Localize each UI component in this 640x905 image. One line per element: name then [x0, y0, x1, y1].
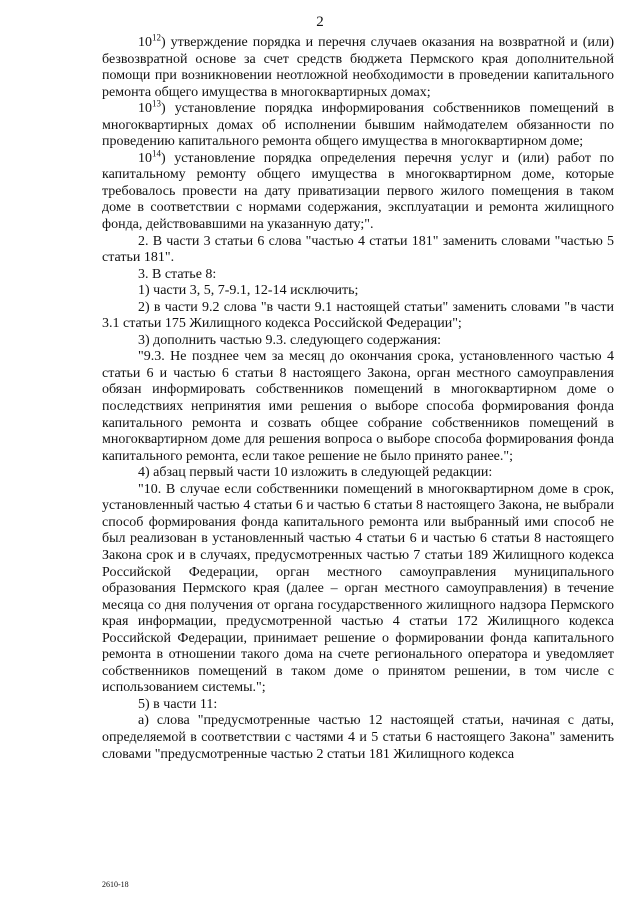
paragraph-10-13	[102, 98, 614, 151]
paragraph-10-14	[102, 148, 614, 234]
paragraph-item-3-5-a: а) слова "предусмотренные частью 12 настоящей статьи, начиная с даты, определяемой в соответствии с частями 4 и 5 статьи 6 настоящего Закона" заменить словами "предусмотренные частью 2 статьи 181 Жилищного кодекса	[102, 713, 614, 762]
item-superscript: 14	[152, 148, 161, 159]
paragraph-part-10: "10. В случае если собственники помещений в многоквартирном доме в срок, установленный частью 4 статьи 6 и частью 6 статьи 8 настоящего Закона, не выбрали способ формирования фонда капитального ремонта или выбранный ими способ не был реализован в установленный частью 4 статьи 6 и частью 6 статьи 8 настоящего Закона срок и в случаях, предусмотренных частью 7 статьи 189 Жилищного кодекса Российской Федерации, орган местного самоуправления муниципального образования Пермского края (далее – орган местного самоуправления) в течение месяца со дня получения от органа государственного жилищного надзора Пермского края информации, предусмотренной частью 4 статьи 172 Жилищного кодекса Российской Федерации, принимает решение о формировании фонда капитального ремонта в отношении такого дома на счете регионального оператора и уведомляет собственников помещений в таком доме о принятом решении, в том числе с использованием системы.";	[102, 481, 614, 696]
paragraph-part-9-3: "9.3. Не позднее чем за месяц до окончания срока, установленного частью 4 статьи 6 и частью 6 статьи 8 настоящего Закона, орган местного самоуправления обязан информировать собственников помещений в многоквартирном доме о последствиях непринятия ими решения о выборе способа формирования фонда капитального ремонта и созвать общее собрание собственников помещений в многоквартирном доме для решения вопроса о выборе способа формирования фонда капитального ремонта, если такое решение не было принято ранее.";	[102, 349, 614, 464]
paragraph-text: ) утверждение порядка и перечня случаев оказания на возвратной и (или) безвозвратной основе за счет средств бюджета Пермского края дополнительной помощи при возникновении неотложной необходимости в проведении капитального ремонта общего имущества в многоквартирных домах;	[102, 35, 614, 100]
item-number: 10	[138, 101, 152, 117]
paragraph-item-3-2: 2) в части 9.2 слова "в части 9.1 настоящей статьи" заменить словами "в части 3.1 статьи 175 Жилищного кодекса Российской Федерации";	[102, 299, 614, 332]
paragraph-item-3-5: 5) в части 11:	[138, 696, 218, 712]
item-superscript: 12	[152, 32, 161, 43]
page-number: 2	[316, 14, 324, 30]
item-number: 10	[138, 150, 152, 166]
item-number: 10	[138, 35, 152, 50]
paragraph-10-12	[102, 32, 614, 101]
document-code: 2610-18	[102, 880, 129, 889]
paragraph-item-3: 3. В статье 8:	[138, 266, 217, 282]
paragraph-text: ) установление порядка информирования собственников помещений в многоквартирных домах об исполнении бывшим наймодателем обязанности по проведению капитального ремонта общего имущества в многоквартирном доме;	[102, 101, 614, 150]
paragraph-item-3-4: 4) абзац первый части 10 изложить в следующей редакции:	[138, 465, 493, 481]
paragraph-item-3-1: 1) части 3, 5, 7-9.1, 12-14 исключить;	[138, 283, 359, 299]
paragraph-text: ) установление порядка определения перечня услуг и (или) работ по капитальному ремонту общего имущества в многоквартирном доме, которые требовалось провести на дату приватизации первого жилого помещения в таком доме в соответствии с нормами содержания, эксплуатации и ремонта жилищного фонда, действовавшими на указанную дату;".	[102, 150, 614, 233]
paragraph-item-2: 2. В части 3 статьи 6 слова "частью 4 статьи 181" заменить словами "частью 5 статьи 181".	[102, 233, 614, 266]
paragraph-item-3-3: 3) дополнить частью 9.3. следующего содержания:	[138, 332, 442, 348]
item-superscript: 13	[152, 98, 161, 109]
document-body	[102, 32, 614, 763]
